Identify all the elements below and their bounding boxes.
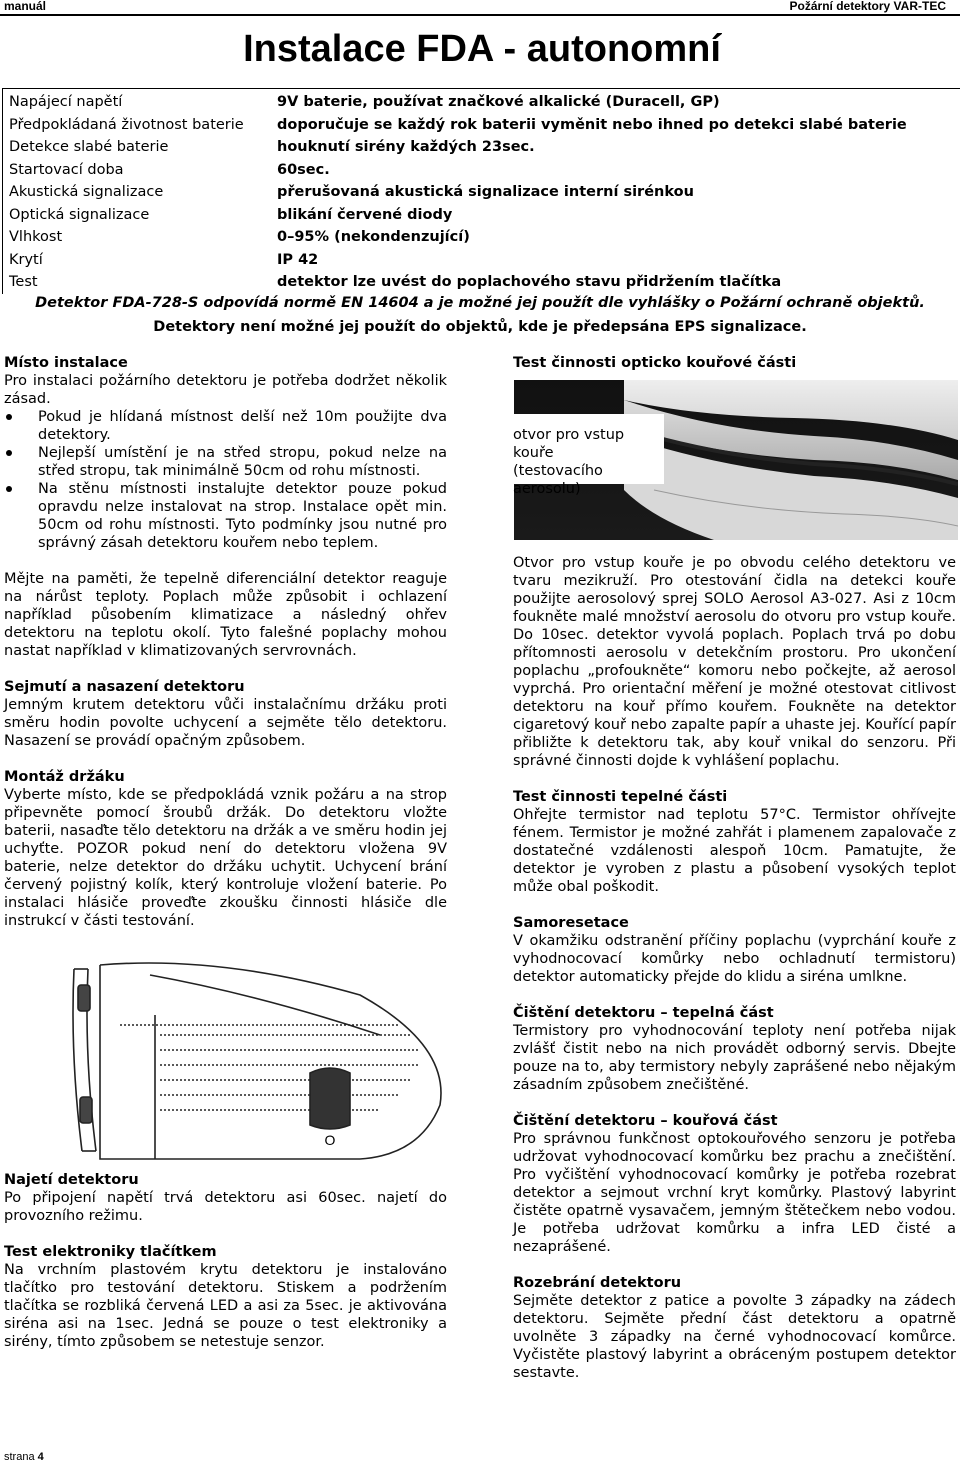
section-heading-cisteni-tepelna: Čištění detektoru – tepelná část — [513, 1005, 774, 1021]
norm-note — [0, 292, 960, 314]
page-number: 4 — [37, 1451, 44, 1463]
section-heading-rozebrani: Rozebrání detektoru — [513, 1275, 682, 1291]
spec-value: detektor lze uvést do poplachového stavu přidržením tlačítka — [277, 274, 782, 290]
section-heading-sejmuti: Sejmutí a nasazení detektoru — [4, 679, 245, 695]
section-heading-cisteni-kourova: Čištění detektoru – kouřová část — [513, 1113, 778, 1129]
bullet-icon — [6, 450, 12, 456]
spec-row — [3, 159, 960, 182]
section-heading-test-elektroniky: Test elektroniky tlačítkem — [4, 1244, 217, 1260]
spec-value: přerušovaná akustická signalizace interní sirénkou — [277, 184, 694, 200]
sejmuti-text: Jemným krutem detektoru vůči instalačnímu držáku proti směru hodin povolte uchycení a sejměte tělo detektoru. Nasazení se provádí opačným způsobem. — [4, 697, 447, 749]
spec-row — [3, 226, 960, 249]
right-column — [513, 354, 956, 1382]
header-manual-label: manuál — [4, 0, 47, 13]
list-item-text: Nejlepší umístění je na střed stropu, pokud nelze na střed stropu, tak minimálně 50cm od rohu místnosti. — [38, 445, 447, 479]
misto-bullet-list — [4, 408, 447, 552]
test-elektroniky-text: Na vrchním plastovém krytu detektoru je instalováno tlačítko pro testování detektoru. Stiskem a podržením tlačítka se rozbliká červená LED a asi za 5sec. je aktivována siréna asi na 1sec. Jedná se pouze o test elektroniky a sirény, tímto způsobem se netestuje senzor. — [4, 1262, 447, 1350]
spec-label: Startovací doba — [9, 161, 124, 178]
spec-row — [3, 136, 960, 159]
spec-value: houknutí sirény každých 23sec. — [277, 139, 535, 155]
spec-label: Test — [9, 274, 38, 290]
section-heading-najeti: Najetí detektoru — [4, 1172, 139, 1188]
list-item-text: Na stěnu místnosti instalujte detektor pouze pokud opravdu nelze instalovat na strop. Instalace opět min. 50cm od rohu místnosti. Tyto podmínky jsou nutné pro správný zásah detektoru kouřem nebo teplem. — [38, 481, 447, 551]
misto-note: Mějte na paměti, že tepelně diferenciální detektor reaguje na nárůst teploty. Poplach může způsobit i ochlazení například působením klimatizace a následný ohřev detektoru na teplotu okolí. Tyto falešné poplachy mohou nastat například v klimatizovaných servrovnách. — [4, 571, 447, 659]
list-item — [4, 480, 447, 552]
spec-value: doporučuje se každý rok baterii vyměnit nebo ihned po detekci slabé baterie — [277, 116, 907, 133]
photo-caption: otvor pro vstup kouře (testovacího aerosolu) — [513, 427, 625, 497]
list-item — [4, 444, 447, 480]
test-opticko-text: Otvor pro vstup kouře je po obvodu celého detektoru ve tvaru mezikruží. Pro otestování čidla na detekci kouře použijte aerosolový sprej SOLO Aerosol A3-027. Asi z 10cm foukněte malé množství aerosolu do otvoru pro vstup kouře. Do 10sec. detektor vyvolá poplach. Poplach trvá po dobu přítomnosti aerosolu v detekčním prostoru. Pro ukončení poplachu „profoukněte“ komoru nebo počkejte, až aerosol vyprchá. Pro orientační měření je možné otestovat citlivost detektoru na kouř přímo kouřem. Foukněte na detektor cigaretový kouř nebo zapalte papír a uhaste jej. Kouřící papír přibližte k detektoru tak, aby kouř vnikal do senzoru. Při správné činnosti dojde k vyhlášení poplachu. — [513, 555, 956, 769]
eps-note: Detektory není možné jej použít do objektů, kde je předepsána EPS signalizace. — [153, 319, 807, 335]
section-heading-samoresetace: Samoresetace — [513, 915, 629, 931]
spec-row — [3, 114, 960, 137]
spec-label: Napájecí napětí — [9, 94, 123, 110]
norm-note-text: Detektor FDA-728-S odpovídá normě EN 14604 a je možné jej použít dle vyhlášky o Požární ochraně objektů. — [35, 295, 925, 311]
spec-row — [3, 91, 960, 114]
spec-row — [3, 204, 960, 227]
cisteni-kourova-text: Pro správnou funkčnost optokouřového senzoru je potřeba udržovat vyhodnocovací komůrku bez prachu a znečištění. Pro vyčištění vyhodnocovací komůrky je potřeba rozebrat detektor a sejmout vrchní kryt komůrky. Plastový labyrint čistěte opatrně vysavačem, jemným štětečkem nebo vodou. Je potřeba udržovat komůrku a infra LED čisté a nezaprášené. — [513, 1131, 956, 1255]
spec-value: blikání červené diody — [277, 206, 453, 223]
bracket-drawing — [60, 955, 460, 1160]
footer-label: strana — [4, 1451, 35, 1463]
spec-row — [3, 249, 960, 272]
test-tepelne-text: Ohřejte termistor nad teplotu 57°C. Termistor ohřívejte fénem. Termistor je možné zahřát i plamenem zapalovače z dostatečné vzdálenosti alespoň 10cm. Pamatujte, že detektor je vyroben z plastu a působení vysokých teplot může obal poškodit. — [513, 807, 956, 895]
spec-label: Optická signalizace — [9, 206, 150, 223]
spec-label: Akustická signalizace — [9, 184, 164, 200]
header-product-label: Požární detektory VAR-TEC — [789, 0, 946, 13]
left-column — [4, 354, 447, 930]
rozebrani-text: Sejměte detektor z patice a povolte 3 západky na zádech detektoru. Sejměte přední část detektoru a opatrně uvolněte 3 západky na černé vyhodnocovací komůrce. Vyčistěte plastový labyrint a obráceným postupem detektor sestavte. — [513, 1293, 956, 1381]
najeti-text: Po připojení napětí trvá detektoru asi 60sec. najetí do provozního režimu. — [4, 1190, 447, 1224]
spec-value: 60sec. — [277, 161, 330, 178]
section-heading-misto: Místo instalace — [4, 355, 128, 371]
montaz-text: Vyberte místo, kde se předpokládá vznik požáru a na strop připevněte pomocí šroubů držák. Do detektoru vložte baterii, nasaďte tělo detektoru na držák a ve směru hodin jej uchyťte. POZOR pokud není do detektoru vložena 9V baterie, nelze detektor do držáku uchytit. Uchycení brání červený pojistný kolík, který kontroluje vložení baterie. Po instalaci hlásiče proveďte zkoušku činnosti hlásiče dle instrukcí v části testování. — [4, 787, 447, 929]
left-column-bottom — [4, 1171, 447, 1351]
spec-value: 0–95% (nekondenzující) — [277, 229, 470, 245]
bullet-icon — [6, 414, 12, 420]
header-divider — [0, 14, 960, 16]
drawing-mark: O — [324, 1132, 336, 1148]
section-heading-test-tepelne: Test činnosti tepelné části — [513, 789, 728, 805]
cisteni-tepelna-text: Termistory pro vyhodnocování teploty není potřeba nijak zvlášť čistit nebo na nich provádět odborný servis. Dbejte pouze na to, aby termistory nebyly zaprášené nebo nějakým zásadním způsobem znečištěné. — [513, 1023, 956, 1093]
list-item-text: Pokud je hlídaná místnost delší než 10m použijte dva detektory. — [38, 409, 447, 443]
page-title: Instalace FDA - autonomní — [243, 28, 721, 70]
photo-caption-area — [513, 372, 956, 554]
spec-label: Předpokládaná životnost baterie — [9, 116, 244, 133]
spec-label: Krytí — [9, 251, 43, 268]
list-item — [4, 408, 447, 444]
spec-value: IP 42 — [277, 251, 319, 268]
spec-label: Vlhkost — [9, 229, 63, 245]
samoresetace-text: V okamžiku odstranění příčiny poplachu (vyprchání kouře z vyhodnocovací komůrky nebo ochladnutí termistoru) detektor automaticky přejde do klidu a siréna umlkne. — [513, 933, 956, 985]
spec-row — [3, 181, 960, 204]
bullet-icon — [6, 486, 12, 492]
page-footer — [4, 1451, 44, 1463]
misto-intro: Pro instalaci požárního detektoru je potřeba dodržet několik zásad. — [4, 373, 447, 407]
spec-value: 9V baterie, používat značkové alkalické (Duracell, GP) — [277, 94, 720, 110]
spec-table — [2, 88, 960, 294]
spec-label: Detekce slabé baterie — [9, 139, 169, 155]
section-heading-test-opticko: Test činnosti opticko kouřové části — [513, 355, 797, 371]
section-heading-montaz: Montáž držáku — [4, 769, 125, 785]
spec-row — [3, 271, 960, 294]
